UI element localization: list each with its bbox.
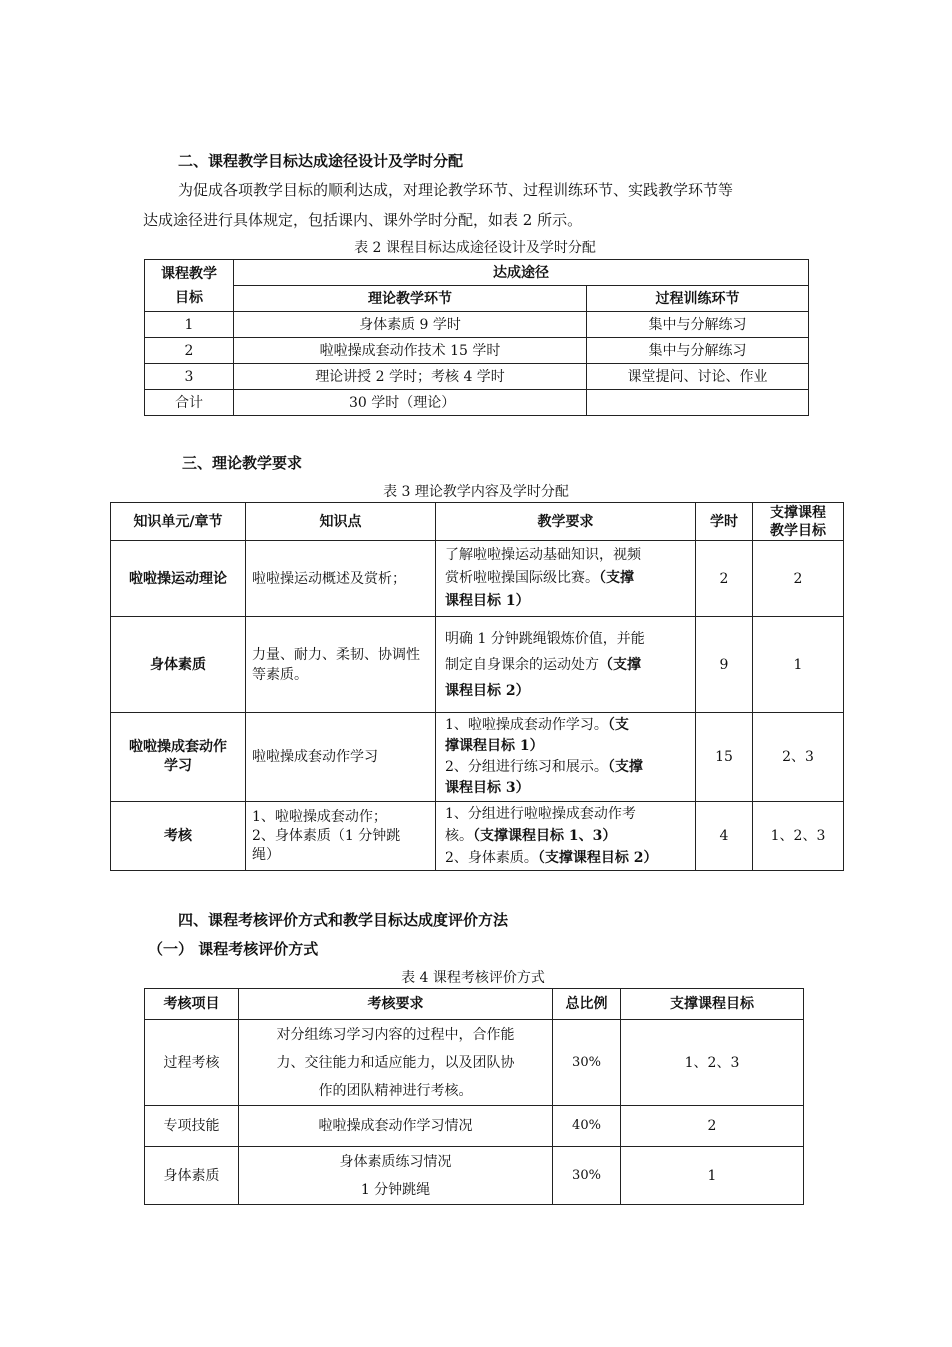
section4-subheading: （一） 课程考核评价方式 xyxy=(148,940,319,958)
table-row: 啦啦操运动理论 啦啦操运动概述及赏析； 了解啦啦操运动基础知识，视频 赏析啦啦操国际级比赛。（支撑 课程目标 1） 2 2 xyxy=(111,541,844,617)
table4-header-item: 考核项目 xyxy=(145,989,239,1020)
table4-header-req: 考核要求 xyxy=(239,989,553,1020)
section4-heading: 四、课程考核评价方式和教学目标达成度评价方法 xyxy=(178,911,509,929)
table2-caption: 表 2 课程目标达成途径设计及学时分配 xyxy=(354,240,596,256)
section2-para-line2: 达成途径进行具体规定，包括课内、课外学时分配，如表 2 所示。 xyxy=(143,211,583,229)
table4-caption: 表 4 课程考核评价方式 xyxy=(401,970,545,986)
table-row: 考核 1、啦啦操成套动作； 2、身体素质（1 分钟跳 绳） 1、分组进行啦啦操成套动作考 核。（支撑课程目标 1、3） 2、身体素质。（支撑课程目标 2） 4 1、2、3 xyxy=(111,802,844,871)
section3-heading: 三、理论教学要求 xyxy=(182,454,303,472)
table3-header-req: 教学要求 xyxy=(436,503,696,541)
section2-para-line1: 为促成各项教学目标的顺利达成，对理论教学环节、过程训练环节、实践教学环节等 xyxy=(178,181,734,199)
table-row: 1 身体素质 9 学时 集中与分解练习 xyxy=(145,312,809,338)
table3-header-goal: 支撑课程 教学目标 xyxy=(753,503,844,541)
table-row: 过程考核 对分组练习学习内容的过程中，合作能 力、交往能力和适应能力，以及团队协 作的团队精神进行考核。 30% 1、2、3 xyxy=(145,1020,804,1106)
table-row: 身体素质 力量、耐力、柔韧、协调性等素质。 明确 1 分钟跳绳锻炼价值，并能 制定自身课余的运动处方（支撑 课程目标 2） 9 1 xyxy=(111,617,844,713)
table-row: 专项技能 啦啦操成套动作学习情况 40% 2 xyxy=(145,1106,804,1147)
table2-header-goal: 课程教学 目标 xyxy=(145,260,234,312)
table-row: 2 啦啦操成套动作技术 15 学时 集中与分解练习 xyxy=(145,338,809,364)
table3-header-hours: 学时 xyxy=(696,503,753,541)
table-row: 3 理论讲授 2 学时；考核 4 学时 课堂提问、讨论、作业 xyxy=(145,364,809,390)
table4-header-goal: 支撑课程目标 xyxy=(621,989,804,1020)
table4 xyxy=(144,988,804,1205)
table4-header-ratio: 总比例 xyxy=(553,989,621,1020)
table-row: 合计 30 学时（理论） xyxy=(145,390,809,416)
table3-caption: 表 3 理论教学内容及学时分配 xyxy=(383,484,569,500)
table3-header-point: 知识点 xyxy=(246,503,436,541)
table2-header-theory: 理论教学环节 xyxy=(234,286,587,312)
table2-header-path: 达成途径 xyxy=(234,260,809,286)
table2 xyxy=(144,259,809,416)
table-row: 身体素质 身体素质练习情况 1 分钟跳绳 30% 1 xyxy=(145,1147,804,1205)
section2-heading: 二、课程教学目标达成途径设计及学时分配 xyxy=(178,152,464,170)
table-row: 啦啦操成套动作 学习 啦啦操成套动作学习 1、啦啦操成套动作学习。（支 撑课程目标 1） 2、分组进行练习和展示。（支撑 课程目标 3） 15 2、3 xyxy=(111,713,844,802)
table3-header-unit: 知识单元/章节 xyxy=(111,503,246,541)
table3 xyxy=(110,502,844,871)
table2-header-practice: 过程训练环节 xyxy=(587,286,809,312)
